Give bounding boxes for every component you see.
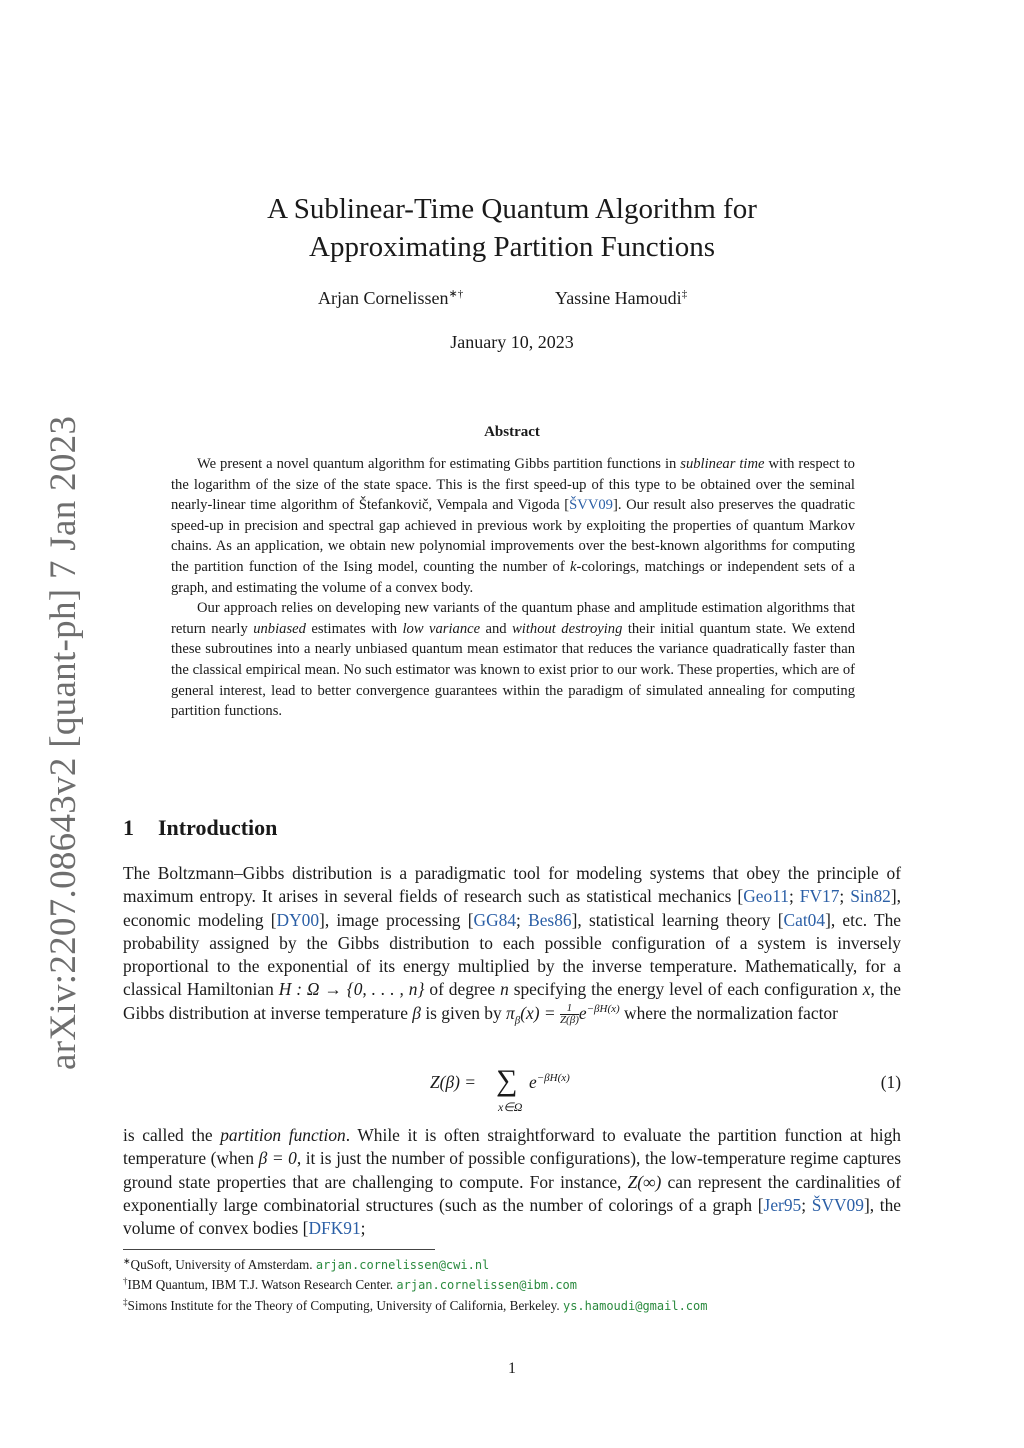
- intro-paragraph-2: is called the partition function. While it is often straightforward to evaluate the partition function at high temperature (when β = 0, it is just the number of possible configurations), the low-temperature regime captures ground state properties that are challenging to compute. For instance, Z(∞) can represent the cardinalities of exponentially large combinatorial structures (such as the number of colorings of a graph [Jer95; ŠVV09], the volume of convex bodies [DFK91;: [123, 1125, 902, 1239]
- equation-number: (1): [880, 1072, 901, 1092]
- citation-link[interactable]: DY00: [276, 909, 320, 930]
- citation-link[interactable]: Geo11: [743, 886, 789, 907]
- citation-link[interactable]: DFK91: [308, 1218, 361, 1239]
- equation-1: [123, 1064, 901, 1118]
- math-inline: $\pi_\beta(x)$ = $\frac{1}{Z(\beta)}$ $e^{-\beta H(x)}$: [506, 1002, 620, 1027]
- citation-link[interactable]: Sin82: [850, 886, 891, 907]
- math-inline: β: [412, 1002, 421, 1023]
- arxiv-identifier-stamp: arXiv:2207.08643v2 [quant-ph] 7 Jan 2023: [43, 415, 84, 1070]
- math-inline: Z(∞): [627, 1171, 662, 1192]
- email-link[interactable]: arjan.cornelissen@cwi.nl: [315, 1258, 490, 1272]
- abstract-body: [171, 454, 855, 722]
- author-2: Yassine Hamoudi‡: [555, 288, 688, 308]
- footnote-3: ‡Simons Institute for the Theory of Computing, University of California, Berkeley. ys.hamoudi@gmail.com: [123, 1296, 708, 1313]
- author-1-marks: ∗†: [448, 288, 464, 300]
- title-line-2: Approximating Partition Functions: [309, 231, 715, 263]
- email-link[interactable]: ys.hamoudi@gmail.com: [562, 1298, 708, 1313]
- citation-link[interactable]: FV17: [799, 886, 840, 907]
- author-1: Arjan Cornelissen∗†: [318, 288, 464, 308]
- abstract-heading: Abstract: [484, 424, 540, 440]
- abstract-paragraph-1: We present a novel quantum algorithm for estimating Gibbs partition functions in sublinear time with respect to the logarithm of the size of the state space. This is the first speed-up of this type to be obtained over the seminal nearly-linear time algorithm of Štefankovič, Vempala and Vigoda [ŠVV09]. Our result also preserves the quadratic speed-up in precision and spectral gap achieved in previous work by exploiting the properties of quantum Markov chains. As an application, we obtain new polynomial improvements over the best-known algorithms for computing the partition function of the Ising model, counting the number of k-colorings, matchings or independent sets of a graph, and estimating the volume of a convex body.: [171, 456, 855, 596]
- math-inline: H : Ω → {0, . . . , n}: [278, 979, 425, 1000]
- paper-title: [0, 190, 1024, 266]
- footnote-1: ∗QuSoft, University of Amsterdam. arjan.cornelissen@cwi.nl: [123, 1256, 490, 1272]
- math-inline: β = 0: [258, 1148, 297, 1169]
- citation-link[interactable]: ŠVV09: [811, 1194, 864, 1215]
- fraction: $\frac{1}{Z(\beta)}$: [559, 1002, 579, 1027]
- equation-rhs: $e^{-\beta H(x)}$: [529, 1072, 570, 1092]
- author-2-marks: ‡: [681, 288, 688, 300]
- abstract-paragraph-2: Our approach relies on developing new variants of the quantum phase and amplitude estimation algorithms that return nearly unbiased estimates with low variance and without destroying their initial quantum state. We extend these subroutines into a nearly unbiased quantum mean estimator that reduces the variance quadratically faster than the classical empirical mean. No such estimator was known to exist prior to our work. These properties, which are of general interest, lead to better convergence guarantees within the paradigm of simulated annealing for computing partition functions.: [171, 600, 856, 720]
- citation-link[interactable]: ŠVV09: [569, 497, 613, 514]
- paper-date: January 10, 2023: [450, 332, 574, 352]
- summation-subscript: x∈Ω: [498, 1100, 523, 1114]
- footnote-rule: [123, 1249, 435, 1250]
- email-link[interactable]: arjan.cornelissen@ibm.com: [396, 1278, 578, 1293]
- page-number: 1: [508, 1360, 516, 1377]
- citation-link[interactable]: Bes86: [528, 909, 572, 930]
- summation-symbol: ∑: [496, 1064, 518, 1097]
- citation-link[interactable]: Jer95: [763, 1194, 802, 1215]
- footnotes: [123, 1255, 923, 1316]
- citation-link[interactable]: GG84: [473, 909, 517, 930]
- math-inline: n: [500, 979, 509, 1000]
- section-heading-introduction: 1 Introduction: [123, 815, 278, 840]
- citation-link[interactable]: Cat04: [783, 909, 826, 930]
- title-line-1: A Sublinear-Time Quantum Algorithm for: [267, 193, 757, 225]
- intro-paragraph-1: The Boltzmann–Gibbs distribution is a paradigmatic tool for modeling systems that obey the principle of maximum entropy. It arises in several fields of research such as statistical mechanics [Geo11; FV17; Sin82], economic modeling [DY00], image processing [GG84; Bes86], statistical learning theory [Cat04], etc. The probability assigned by the Gibbs distribution to each possible configuration of a system is inversely proportional to the exponential of its energy multiplied by the inverse temperature. Mathematically, for a classical Hamiltonian H : Ω → {0, . . . , n} of degree n specifying the energy level of each configuration x, the Gibbs distribution at inverse temperature β is given by $\pi_\beta(x)$ = $\frac{1}{Z(\beta)}$ $e^{-\beta H(x)}$ where the normalization factor: [123, 863, 901, 1027]
- footnote-2: †IBM Quantum, IBM T.J. Watson Research Center. arjan.cornelissen@ibm.com: [123, 1276, 578, 1293]
- equation-lhs: Z(β) =: [430, 1072, 476, 1092]
- math-inline: x: [862, 979, 871, 1000]
